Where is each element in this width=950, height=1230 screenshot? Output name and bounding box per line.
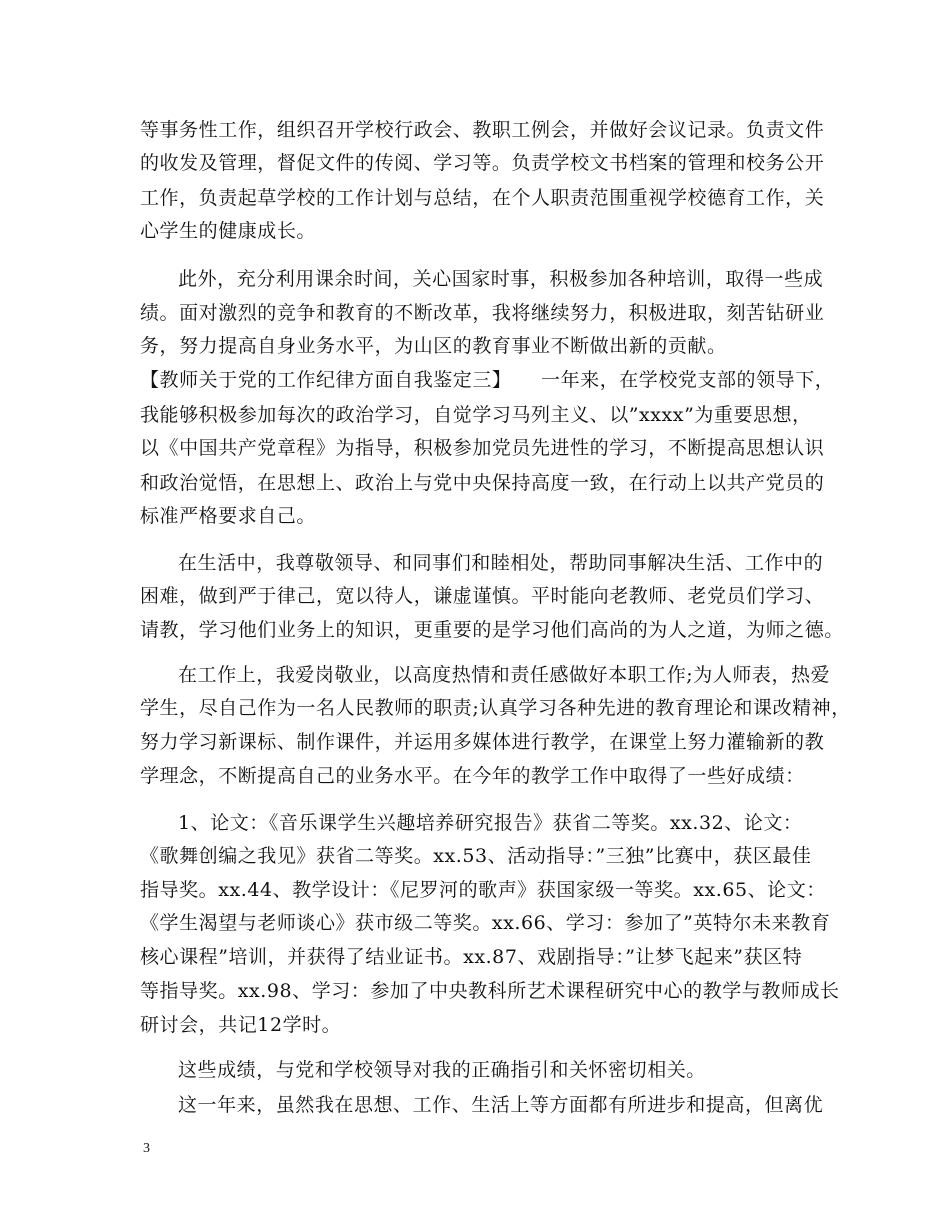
text-line: 研讨会，共记12学时。 <box>140 1014 342 1036</box>
text-line: 等指导奖。xx.98、学习：参加了中央教科所艺术课程研究中心的教学与教师成长 <box>140 980 840 1002</box>
text-line: 工作，负责起草学校的工作计划与总结，在个人职责范围重视学校德育工作，关 <box>140 187 825 209</box>
paragraph-start-line: 此外，充分利用课余时间，关心国家时事，积极参加各种培训，取得一些成 <box>178 268 824 290</box>
text-line: 请教，学习他们业务上的知识，更重要的是学习他们高尚的为人之道，为师之德。 <box>140 619 844 641</box>
text-line: 学生，尽自己作为一名人民教师的职责;认真学习各种先进的教育理论和课改精神， <box>140 697 851 719</box>
text-line: 我能够积极参加每次的政治学习，自觉学习马列主义、以”xxxx”为重要思想， <box>140 404 812 426</box>
section-heading-line: 【教师关于党的工作纪律方面自我鉴定三】 一年来，在学校党支部的领导下， <box>140 369 835 391</box>
text-line: 和政治觉悟，在思想上、政治上与党中央保持高度一致，在行动上以共产党员的 <box>140 472 825 494</box>
text-line: 核心课程”培训，并获得了结业证书。xx.87、戏剧指导：”让梦飞起来”获区特 <box>140 946 803 968</box>
paragraph-start-line: 1、论文：《音乐课学生兴趣培养研究报告》获省二等奖。xx.32、论文： <box>178 812 803 834</box>
text-line: 学理念，不断提高自己的业务水平。在今年的教学工作中取得了一些好成绩： <box>140 765 805 787</box>
paragraph-start-line: 在生活中，我尊敬领导、和同事们和睦相处，帮助同事解决生活、工作中的 <box>178 552 824 574</box>
text-line: 心学生的健康成长。 <box>140 220 316 242</box>
paragraph-start-line: 这些成绩，与党和学校领导对我的正确指引和关怀密切相关。 <box>178 1059 706 1081</box>
text-line: 努力学习新课标、制作课件，并运用多媒体进行教学，在课堂上努力灌输新的教 <box>140 731 825 753</box>
text-line: 标准严格要求自己。 <box>140 505 316 527</box>
page-number: 3 <box>143 1141 150 1156</box>
text-line: 以《中国共产党章程》为指导，积极参加党员先进性的学习，不断提高思想认识 <box>140 437 825 459</box>
paragraph-start-line: 这一年来，虽然我在思想、工作、生活上等方面都有所进步和提高，但离优 <box>178 1094 824 1116</box>
text-line: 《歌舞创编之我见》获省二等奖。xx.53、活动指导：”三独”比赛中，获区最佳 <box>140 845 812 867</box>
text-line: 《学生渴望与老师谈心》获市级二等奖。xx.66、学习：参加了”英特尔未来教育 <box>140 912 831 934</box>
text-line: 绩。面对激烈的竞争和教育的不断改革，我将继续努力，积极进取，刻苦钻研业 <box>140 302 825 324</box>
text-line: 的收发及管理，督促文件的传阅、学习等。负责学校文书档案的管理和校务公开 <box>140 152 825 174</box>
text-line: 困难，做到严于律己，宽以待人，谦虚谨慎。平时能向老教师、老党员们学习、 <box>140 585 825 607</box>
text-line: 务，努力提高自身业务水平，为山区的教育事业不断做出新的贡献。 <box>140 335 727 357</box>
paragraph-start-line: 在工作上，我爱岗敬业，以高度热情和责任感做好本职工作;为人师表，热爱 <box>178 664 831 686</box>
text-line: 指导奖。xx.44、教学设计：《尼罗河的歌声》获国家级一等奖。xx.65、论文： <box>140 879 826 901</box>
text-line: 等事务性工作，组织召开学校行政会、教职工例会，并做好会议记录。负责文件 <box>140 119 825 141</box>
